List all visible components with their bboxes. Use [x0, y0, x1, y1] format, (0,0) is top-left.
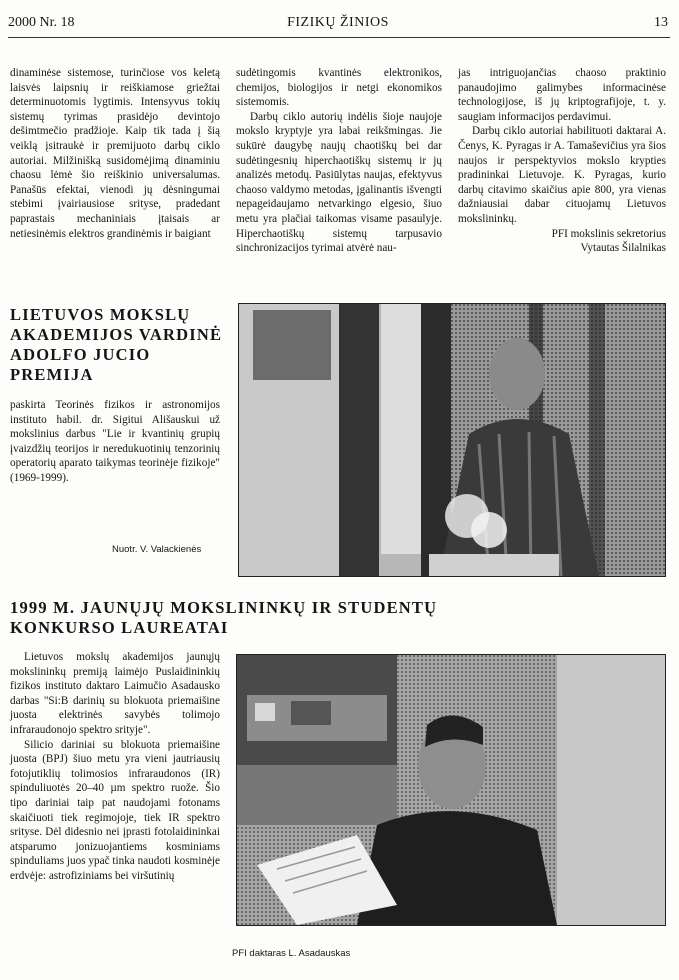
contest-body — [10, 650, 220, 884]
title-line: LIETUVOS MOKSLŲ — [10, 305, 191, 324]
photo-caption: PFI daktaras L. Asadauskas — [232, 948, 351, 959]
signature-line: PFI mokslinis sekretorius — [551, 227, 666, 240]
paragraph: Darbų ciklo autoriai habilituoti daktarai A. Čenys, K. Pyragas ir A. Tamaševičius yra šios naujos ir perspektyvios mokslo krypties pradininkai Lietuvoje. K. Pyragas, kurio darbų citavimo skaičius apie 800, yra vienas dažniausiai dabar cituojamų Lietuvos mokslininkų. — [458, 125, 666, 225]
title-line: PREMIJA — [10, 365, 94, 384]
photo-credit: Nuotr. V. Valackienės — [112, 544, 202, 555]
page-number: 13 — [654, 15, 668, 30]
title-line: KONKURSO LAUREATAI — [10, 618, 229, 637]
issue-label: 2000 Nr. 18 — [8, 15, 75, 30]
paragraph: dinaminėse sistemose, turinčiose vos keletą laisvės laipsnių ir reiškiamose griežtai determinuotomis lygtimis. Intensyvus tokių sistemų tyrimas prasidėjo devintojo dešimtmečio pradžioje. Kaip tik tada į šią veiklą įsitraukė ir premijuoto darbų ciklo autoriai. Milžinišką susidomėjimą dinaminiu chaosu lėmė šio reiškinio universalumas. Panašūs efektai, vienodi jų dėsningumai stebimi įvairiausiose srityse, pradedant paprastais mechaniniais įtaisais ar netiesinėmis elektros grandinėmis ir baigiant — [10, 67, 220, 240]
journal-title: FIZIKŲ ŽINIOS — [287, 15, 389, 30]
top-article-column-3 — [458, 66, 666, 256]
title-line: AKADEMIJOS VARDINĖ — [10, 325, 223, 344]
signature-name: Vytautas Šilalnikas — [580, 242, 666, 255]
title-line: 1999 M. JAUNŲJŲ MOKSLININKŲ IR STUDENTŲ — [10, 598, 438, 617]
top-article-column-1 — [10, 66, 220, 241]
portrait-photo-art — [239, 304, 665, 576]
paragraph: Darbų ciklo autorių indėlis šioje naujoje mokslo kryptyje yra labai reikšmingas. Jie sukūrė daugybę naujų chaotiškų bei dar sudėtingesnių hiperchaotiškų sistemų ir jų analizės metodų. Pasiūlytas naujas, efektyvus chaoso valdymo metodas, įgalinantis išvengti nepageidaujamo netvarkingo elgesio, šiuo metu yra plačiai taikomas visame pasaulyje. Hiperchaotiškų sistemų tarpusavio sinchronizacijos tyrimai atvėrė nau- — [236, 110, 442, 255]
portrait-photo-asadauskas — [236, 654, 666, 926]
paragraph: Silicio dariniai su blokuota priemaišine juosta (BPJ) šiuo metu yra vieni jautriausių fotojutiklių tolimosios infraraudonos (IR) spinduliuotės 20–40 µm spektro ruože. Šio tipo dariniai taip pat naudojami fotonams skaičiuoti tiek regimojoje, tiek IR spektro srityse. Dėl didesnio nei įprasti fotolaidininkai atsparumo jonizuojantiems kosminiams spinduliams juos ypač tinka naudoti kosminėje erdvėje: astrofiziniams bei viršutinių — [10, 738, 220, 882]
title-line: ADOLFO JUCIO — [10, 345, 151, 364]
portrait-photo-art — [237, 655, 665, 925]
contest-title — [10, 598, 670, 638]
portrait-photo-alisauskas — [238, 303, 666, 577]
paragraph: Lietuvos mokslų akademijos jaunųjų mokslininkų premiją laimėjo Puslaidininkių fizikos instituto daktaro Laimučio Asadausko darbas "Si:B darinių su blokuota priemaišine juosta elektrinės savybės tolimojo infraraudonojo spektro srityje". — [10, 651, 220, 736]
paragraph: jas intriguojančias chaoso praktinio panaudojimo galimybes informacinėse technologijose, iš jų kriptografijoje, t. y. saugiam informacijos perdavimui. — [458, 67, 666, 123]
award-title — [10, 305, 232, 385]
award-body — [10, 398, 220, 486]
top-article-column-2 — [236, 66, 442, 256]
paragraph: paskirta Teorinės fizikos ir astronomijos instituto habil. dr. Sigitui Ališauskui už mokslinius darbus "Lie ir kvantinių grupių įvaizdžių teorijos ir neredukuotinių tenzorinių operatorių aparato taikymas teorinėje fizikoje" (1969-1999). — [10, 399, 220, 484]
paragraph: sudėtingomis kvantinės elektronikos, chemijos, biologijos ir netgi ekonomikos sistemomis. — [236, 67, 442, 109]
header-rule — [8, 37, 670, 38]
page-header — [8, 15, 668, 37]
